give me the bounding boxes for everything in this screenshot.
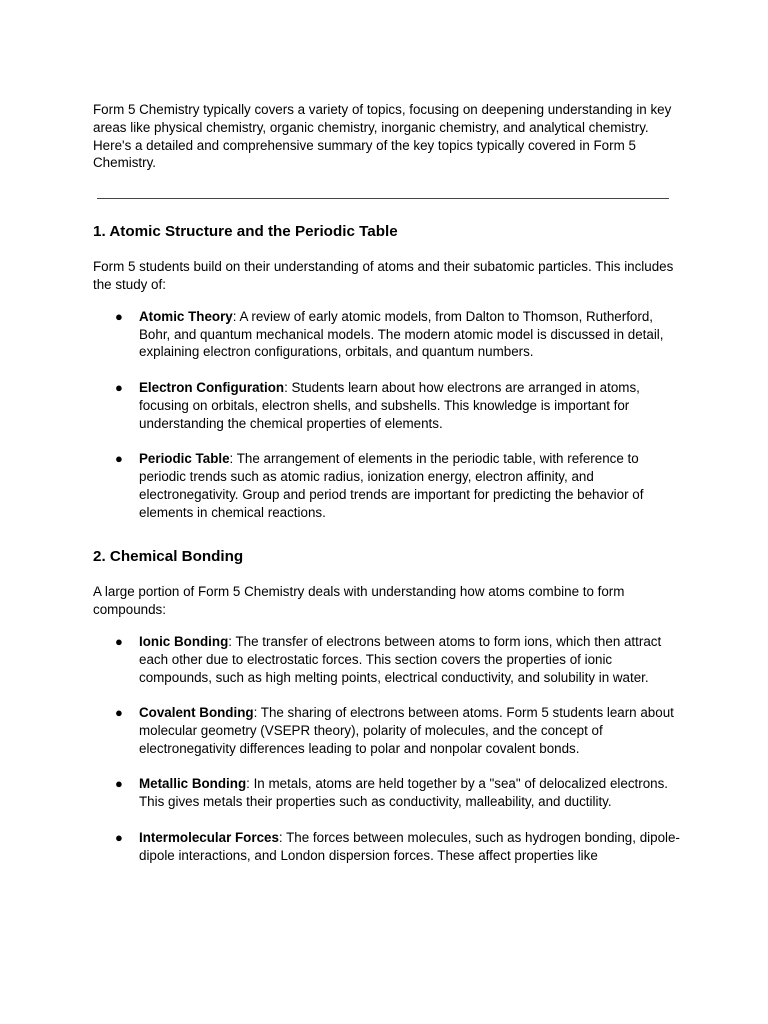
section-chemical-bonding: [93, 547, 683, 864]
horizontal-rule: [97, 198, 669, 199]
list-item: [93, 450, 683, 521]
list-item: [93, 775, 683, 811]
bullet-list: [93, 633, 683, 864]
bullet-icon: ●: [115, 776, 123, 792]
list-item-text: : The sharing of electrons between atoms. Form 5 students learn about molecular geometry (VSEPR theory), polarity of molecules, and the concept of electronegativity differences leading to polar and nonpolar covalent bonds.: [139, 705, 674, 756]
bullet-icon: ●: [115, 308, 123, 324]
list-item-text: : A review of early atomic models, from Dalton to Thomson, Rutherford, Bohr, and quantum mechanical models. The modern atomic model is discussed in detail, explaining electron configurations, orbitals, and quantum numbers.: [139, 308, 664, 360]
list-item-text: : The forces between molecules, such as hydrogen bonding, dipole-dipole interactions, and London dispersion forces. These affect properties like: [139, 829, 680, 863]
list-item-text: : The transfer of electrons between atoms to form ions, which then attract each other due to electrostatic forces. This section covers the properties of ionic compounds, such as high melting points, electrical conductivity, and solubility in water.: [139, 633, 662, 685]
list-item-term: Covalent Bonding: [139, 705, 254, 721]
list-item: [93, 308, 683, 361]
bullet-icon: ●: [115, 633, 123, 649]
list-item-term: Ionic Bonding: [139, 633, 229, 649]
list-item: [93, 379, 683, 432]
list-item-term: Periodic Table: [139, 451, 230, 467]
section-intro: A large portion of Form 5 Chemistry deals with understanding how atoms combine to form compounds:: [93, 584, 625, 618]
bullet-icon: ●: [115, 829, 123, 845]
list-item-term: Atomic Theory: [139, 308, 233, 324]
list-item: [93, 633, 683, 686]
list-item-term: Electron Configuration: [139, 379, 285, 395]
list-item: [93, 829, 683, 865]
bullet-icon: ●: [115, 705, 123, 721]
intro-paragraph: Form 5 Chemistry typically covers a variety of topics, focusing on deepening understanding in key areas like physical chemistry, organic chemistry, inorganic chemistry, and analytical chemistry. Here's a detailed and comprehensive summary of the key topics typically covered in Form 5 Chemistry.: [93, 102, 672, 171]
document-page: [93, 101, 683, 882]
bullet-icon: ●: [115, 379, 123, 395]
list-item-text: : In metals, atoms are held together by a "sea" of delocalized electrons. This gives metals their properties such as conductivity, malleability, and ductility.: [139, 776, 669, 810]
list-item-term: Metallic Bonding: [139, 776, 247, 792]
bullet-icon: ●: [115, 451, 123, 467]
section-heading: 2. Chemical Bonding: [93, 548, 244, 566]
section-heading: 1. Atomic Structure and the Periodic Table: [93, 223, 398, 241]
bullet-list: [93, 308, 683, 522]
list-item-text: : Students learn about how electrons are arranged in atoms, focusing on orbitals, electron shells, and subshells. This knowledge is important for understanding the chemical properties of elements.: [139, 379, 640, 431]
list-item-text: : The arrangement of elements in the periodic table, with reference to periodic trends such as atomic radius, ionization energy, electron affinity, and electronegativity. Group and period trends are important for predicting the behavior of elements in chemical reactions.: [139, 451, 644, 520]
section-atomic-structure: [93, 222, 683, 521]
list-item: [93, 704, 683, 757]
list-item-term: Intermolecular Forces: [139, 829, 279, 845]
section-intro: Form 5 students build on their understanding of atoms and their subatomic particles. This includes the study of:: [93, 259, 674, 292]
